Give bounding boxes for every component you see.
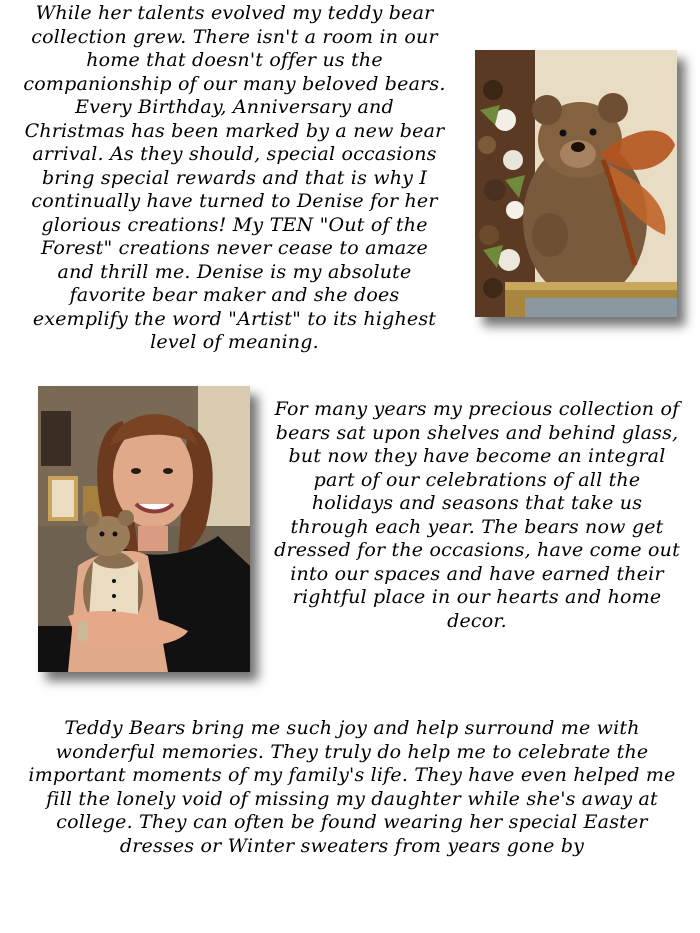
woman-with-bear-image [38,386,250,672]
paragraph-bear-collection: While her talents evolved my teddy bear collection grew. There isn't a room in our home that doesn't offer us the companionship of our many beloved bears. Every Birthday, Anniversary and Christmas has been marked by a new bear arrival. As they should, special occasions bring special rewards and that is why I continually have turned to Denise for her glorious creations! My TEN "Out of the Forest" creations never cease to amaze and thrill me. Denise is my absolute favorite bear maker and she does exemplify the word "Artist" to its highest level of meaning. [23,2,446,353]
teddy-bear-photo [475,50,677,317]
woman-with-bear-photo [38,386,250,672]
teddy-bear-image [475,50,677,317]
paragraph-memories: Teddy Bears bring me such joy and help surround me with wonderful memories. They truly do help me to celebrate the important moments of my family's life. They have even helped me fill the lonely void of missing my daughter while she's away at college. They can often be found wearing her special Easter dresses or Winter sweaters from years gone by [28,717,676,857]
paragraph-celebrations: For many years my precious collection of bears sat upon shelves and behind glass, but now they have become an integral part of our celebrations of all the holidays and seasons that take us through each year. The bears now get dressed for the occasions, have come out into our spaces and have earned their rightful place in our hearts and home decor. [274,398,680,632]
